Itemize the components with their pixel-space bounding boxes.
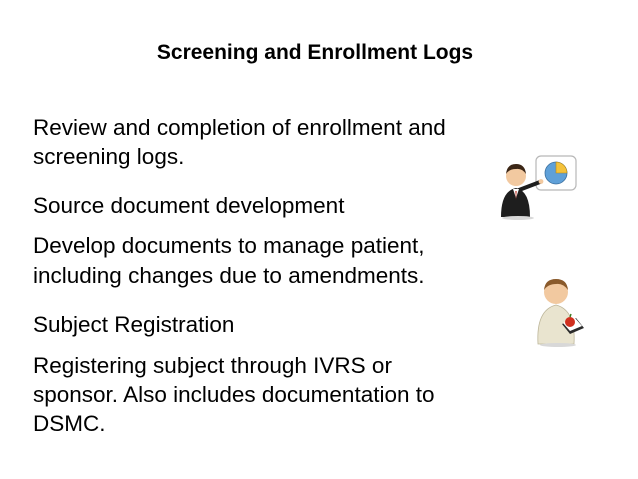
- line-1: Review and completion of enrollment and: [33, 115, 446, 140]
- line-2: screening logs.: [33, 144, 185, 169]
- line-6: Subject Registration: [33, 312, 235, 337]
- line-9: DSMC.: [33, 411, 106, 436]
- line-5: including changes due to amendments.: [33, 263, 425, 288]
- presenter-with-chart-icon: [496, 153, 580, 221]
- line-8: sponsor. Also includes documentation to: [33, 382, 435, 407]
- line-4: Develop documents to manage patient,: [33, 233, 425, 258]
- line-7: Registering subject through IVRS or: [33, 353, 392, 378]
- slide-title: Screening and Enrollment Logs: [156, 41, 474, 64]
- line-3: Source document development: [33, 193, 345, 218]
- person-reading-icon: [532, 272, 592, 348]
